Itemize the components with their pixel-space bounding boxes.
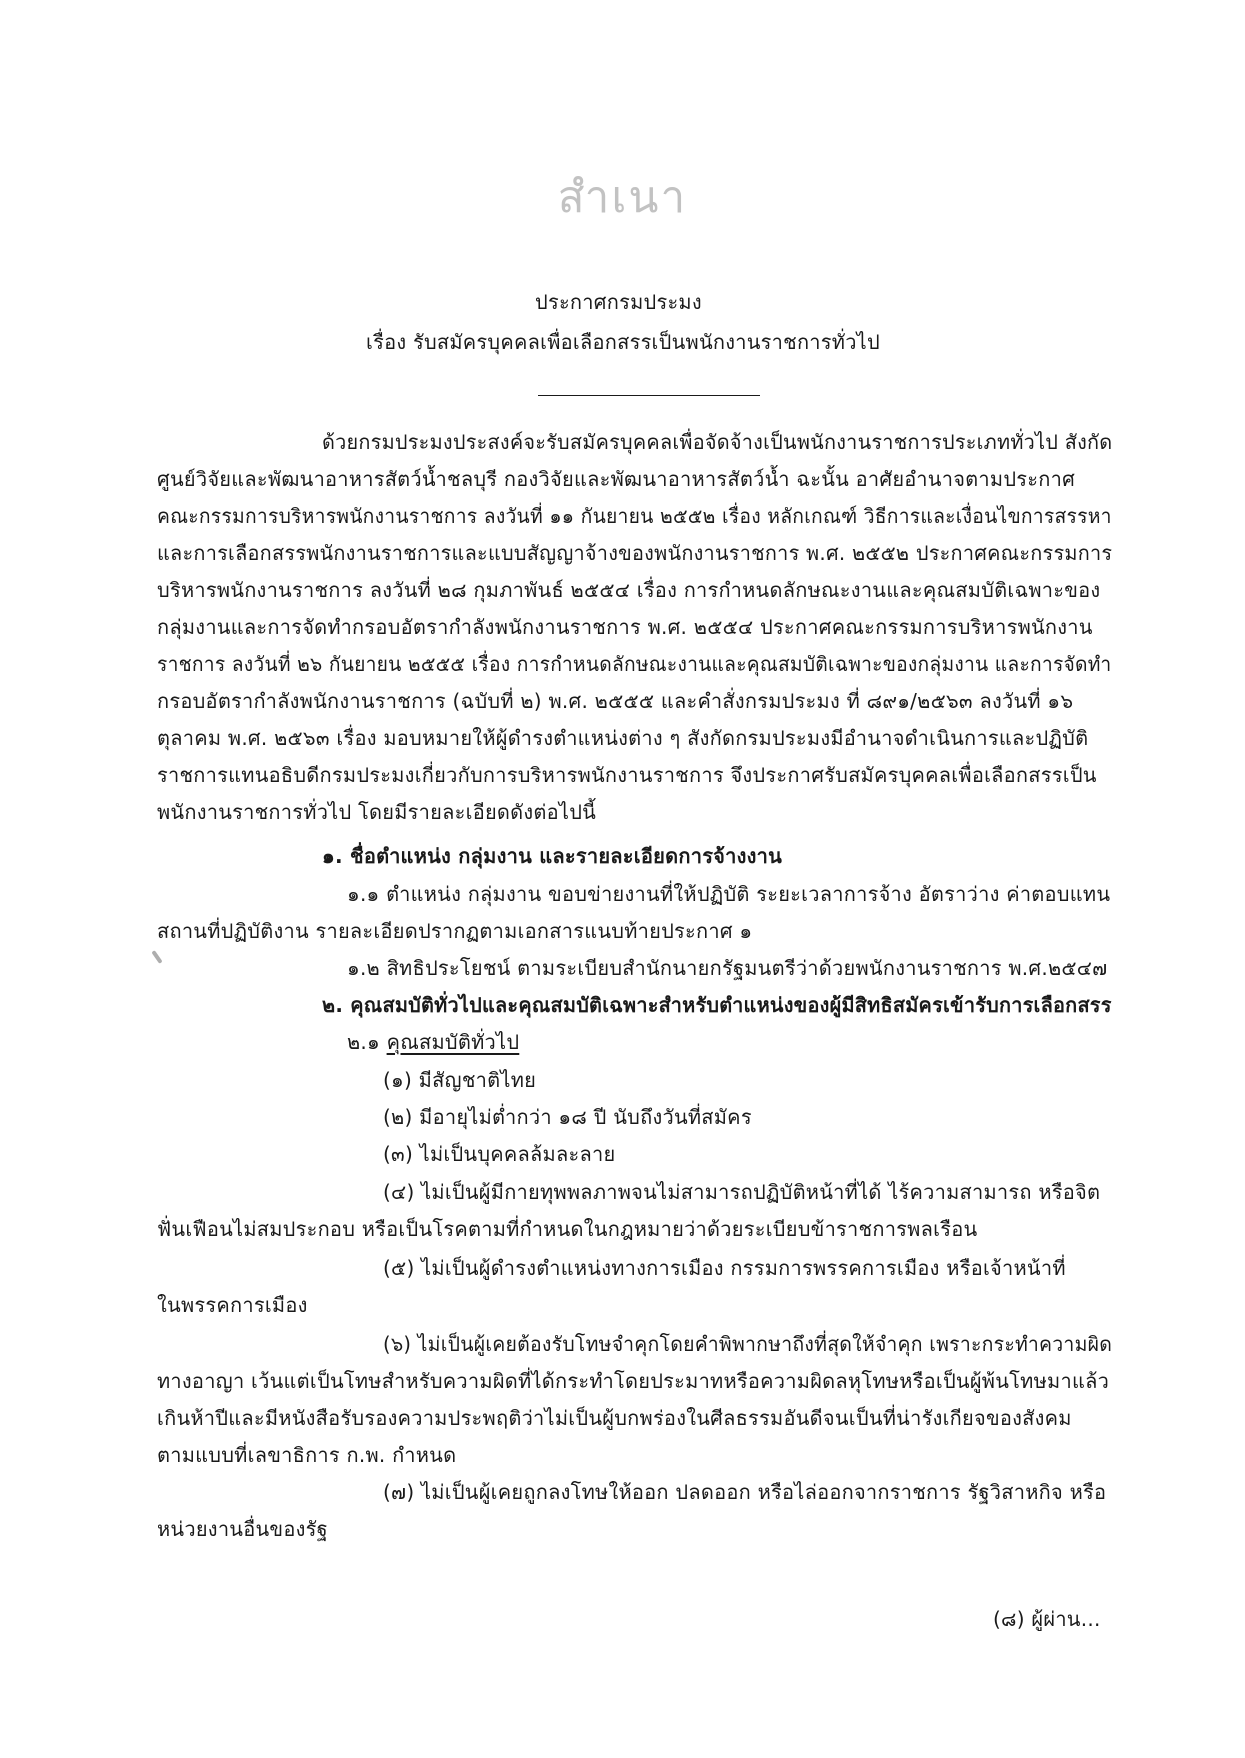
subsection-label: คุณสมบัติทั่วไป	[386, 1030, 520, 1054]
intro-line: กรอบอัตรากำลังพนักงานราชการ (ฉบับที่ ๒) พ.ศ. ๒๕๕๕ และคำสั่งกรมประมง ที่ ๘๙๑/๒๕๖๓ ลงวันที่ ๑๖	[157, 689, 1074, 713]
item-1-2: ๑.๒ สิทธิประโยชน์ ตามระเบียบสำนักนายกรัฐมนตรีว่าด้วยพนักงานราชการ พ.ศ.๒๕๔๗	[347, 956, 1108, 980]
pen-mark	[151, 950, 162, 964]
qualification-5-line: ในพรรคการเมือง	[157, 1293, 308, 1317]
title-divider	[538, 395, 760, 396]
qualification-4-line: ฟั่นเฟือนไม่สมประกอบ หรือเป็นโรคตามที่กำหนดในกฎหมายว่าด้วยระเบียบข้าราชการพลเรือน	[157, 1217, 978, 1241]
item-1-1-line: สถานที่ปฏิบัติงาน รายละเอียดปรากฏตามเอกสารแนบท้ายประกาศ ๑	[157, 919, 753, 943]
intro-line: กลุ่มงานและการจัดทำกรอบอัตรากำลังพนักงานราชการ พ.ศ. ๒๕๕๔ ประกาศคณะกรรมการบริหารพนักงาน	[157, 615, 1093, 639]
qualification-2: (๒) มีอายุไม่ต่ำกว่า ๑๘ ปี นับถึงวันที่สมัคร	[383, 1105, 752, 1129]
section-2-heading: ๒. คุณสมบัติทั่วไปและคุณสมบัติเฉพาะสำหรับตำแหน่งของผู้มีสิทธิสมัครเข้ารับการเลือกสรร	[322, 993, 1112, 1017]
qualification-6-line: (๖) ไม่เป็นผู้เคยต้องรับโทษจำคุกโดยคำพิพากษาถึงที่สุดให้จำคุก เพราะกระทำความผิด	[383, 1332, 1113, 1356]
qualification-3: (๓) ไม่เป็นบุคคลล้มละลาย	[383, 1142, 616, 1166]
intro-line: พนักงานราชการทั่วไป โดยมีรายละเอียดดังต่อไปนี้	[157, 800, 597, 824]
intro-line: ราชการ ลงวันที่ ๒๖ กันยายน ๒๕๕๕ เรื่อง การกำหนดลักษณะงานและคุณสมบัติเฉพาะของกลุ่มงาน และการจัดทำ	[157, 652, 1112, 676]
intro-line: คณะกรรมการบริหารพนักงานราชการ ลงวันที่ ๑๑ กันยายน ๒๕๕๒ เรื่อง หลักเกณฑ์ วิธีการและเงื่อนไขการสรรหา	[157, 504, 1112, 528]
intro-line: ศูนย์วิจัยและพัฒนาอาหารสัตว์น้ำชลบุรี กองวิจัยและพัฒนาอาหารสัตว์น้ำ ฉะนั้น อาศัยอำนาจตามประกาศ	[157, 467, 1076, 491]
subsection-number: ๒.๑	[347, 1030, 387, 1054]
subsection-2-1	[347, 1030, 519, 1054]
intro-line: และการเลือกสรรพนักงานราชการและแบบสัญญาจ้างของพนักงานราชการ พ.ศ. ๒๕๕๒ ประกาศคณะกรรมการ	[157, 541, 1113, 565]
item-1-1-line: ๑.๑ ตำแหน่ง กลุ่มงาน ขอบข่ายงานที่ให้ปฏิบัติ ระยะเวลาการจ้าง อัตราว่าง ค่าตอบแทน	[347, 882, 1111, 906]
qualification-1: (๑) มีสัญชาติไทย	[383, 1068, 537, 1092]
qualification-6-line: เกินห้าปีและมีหนังสือรับรองความประพฤติว่าไม่เป็นผู้บกพร่องในศีลธรรมอันดีจนเป็นที่น่ารังเกียจของสังคม	[157, 1406, 1072, 1430]
continuation-marker: (๘) ผู้ผ่าน...	[993, 1607, 1101, 1631]
qualification-6-line: ทางอาญา เว้นแต่เป็นโทษสำหรับความผิดที่ได้กระทำโดยประมาทหรือความผิดลหุโทษหรือเป็นผู้พ้นโทษมาแล้ว	[157, 1369, 1110, 1393]
qualification-4-line: (๔) ไม่เป็นผู้มีกายทุพพลภาพจนไม่สามารถปฏิบัติหน้าที่ได้ ไร้ความสามารถ หรือจิต	[383, 1180, 1101, 1204]
qualification-7-line: หน่วยงานอื่นของรัฐ	[157, 1517, 328, 1541]
copy-stamp: สำเนา	[557, 172, 688, 223]
document-subject: เรื่อง รับสมัครบุคคลเพื่อเลือกสรรเป็นพนักงานราชการทั่วไป	[366, 330, 880, 354]
intro-line: ตุลาคม พ.ศ. ๒๕๖๓ เรื่อง มอบหมายให้ผู้ดำรงตำแหน่งต่าง ๆ สังกัดกรมประมงมีอำนาจดำเนินการและปฏิบัติ	[157, 726, 1089, 750]
qualification-6-line: ตามแบบที่เลขาธิการ ก.พ. กำหนด	[157, 1443, 457, 1467]
intro-line: บริหารพนักงานราชการ ลงวันที่ ๒๘ กุมภาพันธ์ ๒๕๕๔ เรื่อง การกำหนดลักษณะงานและคุณสมบัติเฉพาะของ	[157, 578, 1101, 602]
intro-line: ด้วยกรมประมงประสงค์จะรับสมัครบุคคลเพื่อจัดจ้างเป็นพนักงานราชการประเภททั่วไป สังกัด	[322, 430, 1113, 454]
document-title: ประกาศกรมประมง	[535, 290, 702, 314]
qualification-7-line: (๗) ไม่เป็นผู้เคยถูกลงโทษให้ออก ปลดออก หรือไล่ออกจากราชการ รัฐวิสาหกิจ หรือ	[383, 1480, 1107, 1504]
qualification-5-line: (๕) ไม่เป็นผู้ดำรงตำแหน่งทางการเมือง กรรมการพรรคการเมือง หรือเจ้าหน้าที่	[383, 1256, 1066, 1280]
intro-line: ราชการแทนอธิบดีกรมประมงเกี่ยวกับการบริหารพนักงานราชการ จึงประกาศรับสมัครบุคคลเพื่อเลือกสรรเป็น	[157, 763, 1097, 787]
section-1-heading: ๑. ชื่อตำแหน่ง กลุ่มงาน และรายละเอียดการจ้างงาน	[322, 844, 783, 868]
